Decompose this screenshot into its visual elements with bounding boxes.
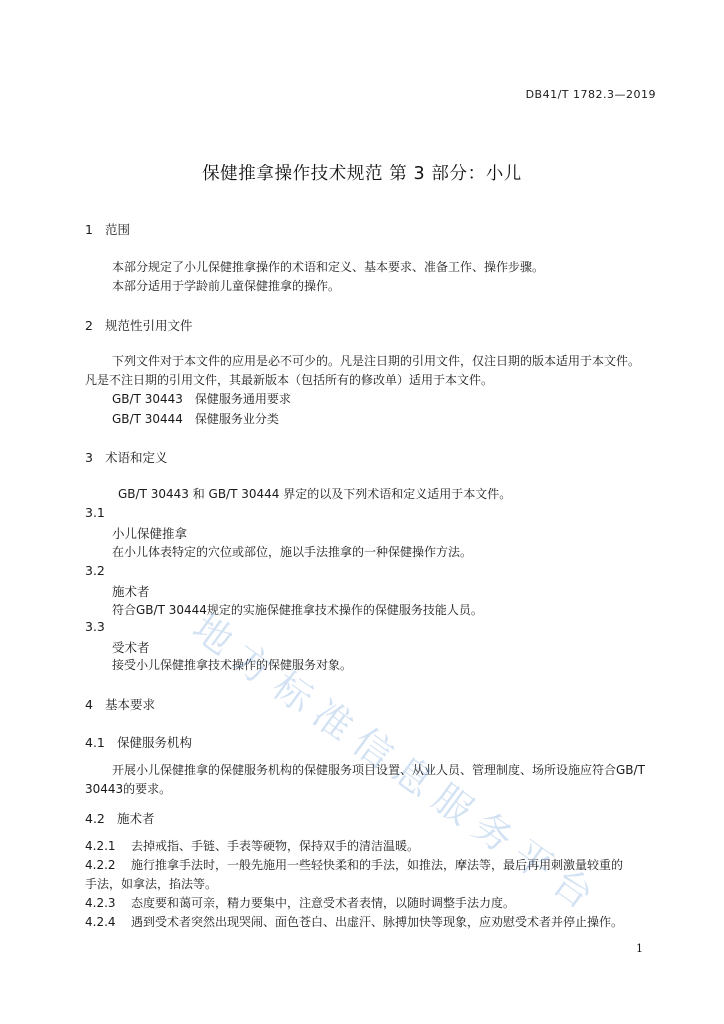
watermark-char: 务 xyxy=(464,803,522,862)
document-title: 保健推拿操作技术规范 第 3 部分：小儿 xyxy=(202,164,522,184)
section-title: 范围 xyxy=(105,222,131,237)
watermark-char: 息 xyxy=(384,747,442,806)
clause-number: 4.2.1 xyxy=(85,839,116,853)
clause-number: 4.2.4 xyxy=(85,915,116,929)
clause-text: 遇到受术者突然出现哭闹、面色苍白、出虚汗、脉搏加快等现象，应劝慰受术者并停止操作。 xyxy=(131,915,624,929)
watermark-char: 方 xyxy=(224,635,282,694)
term-number: 3.1 xyxy=(85,505,105,520)
term-definition: 符合GB/T 30444规定的实施保健推拿技术操作的保健服务技能人员。 xyxy=(112,603,483,617)
reference-item-2: GB/T 30444 保健服务业分类 xyxy=(112,412,279,426)
clause-item xyxy=(85,894,515,911)
watermark-char: 平 xyxy=(504,831,562,890)
watermark-char: 台 xyxy=(544,859,602,918)
term-number: 3.2 xyxy=(85,563,105,578)
section-number: 3 xyxy=(85,450,93,465)
subsection-number: 4.2 xyxy=(85,811,105,826)
section-3-heading xyxy=(85,448,168,466)
clause-item xyxy=(85,837,419,854)
section-1-heading xyxy=(85,220,130,238)
section-4-heading xyxy=(85,695,155,713)
clause-text: 施行推拿手法时，一般先施用一些轻快柔和的手法，如推法，摩法等，最后再用刺激量较重的 xyxy=(131,858,624,872)
section-title: 基本要求 xyxy=(105,697,156,712)
clause-number: 4.2.3 xyxy=(85,896,116,910)
scope-paragraph-2: 本部分适用于学龄前儿童保健推拿的操作。 xyxy=(112,279,341,293)
term-name: 施术者 xyxy=(112,584,150,599)
term-name: 小儿保健推拿 xyxy=(112,526,188,541)
subsection-4-1-heading xyxy=(85,733,192,751)
watermark-char: 标 xyxy=(264,663,322,722)
section-number: 2 xyxy=(85,318,93,333)
terms-intro: GB/T 30443 和 GB/T 30444 界定的以及下列术语和定义适用于本文件。 xyxy=(118,487,512,501)
watermark-char: 服 xyxy=(424,775,482,834)
references-paragraph-2: 凡是不注日期的引用文件，其最新版本（包括所有的修改单）适用于本文件。 xyxy=(85,373,494,387)
section-number: 1 xyxy=(85,222,93,237)
subsection-number: 4.1 xyxy=(85,735,105,750)
watermark-char: 信 xyxy=(344,719,402,778)
clause-item xyxy=(85,913,623,930)
institution-paragraph-1: 开展小儿保健推拿的保健服务机构的保健服务项目设置、从业人员、管理制度、场所设施应符合GB/T xyxy=(112,763,645,777)
section-number: 4 xyxy=(85,697,93,712)
term-name: 受术者 xyxy=(112,640,150,655)
clause-text: 态度要和蔼可亲，精力要集中，注意受术者表情，以随时调整手法力度。 xyxy=(131,896,516,910)
watermark-char: 准 xyxy=(304,691,362,750)
institution-paragraph-2: 30443的要求。 xyxy=(85,782,172,796)
clause-text: 去掉戒指、手链、手表等硬物，保持双手的清洁温暖。 xyxy=(131,839,420,853)
page-number: 1 xyxy=(636,942,643,955)
term-number: 3.3 xyxy=(85,619,105,634)
standard-number: DB41/T 1782.3—2019 xyxy=(525,88,656,101)
scope-paragraph-1: 本部分规定了小儿保健推拿操作的术语和定义、基本要求、准备工作、操作步骤。 xyxy=(112,260,545,274)
reference-item-1: GB/T 30443 保健服务通用要求 xyxy=(112,392,291,406)
subsection-title: 保健服务机构 xyxy=(117,735,193,750)
term-definition: 在小儿体表特定的穴位或部位，施以手法推拿的一种保健操作方法。 xyxy=(112,545,473,559)
subsection-4-2-heading xyxy=(85,809,155,827)
section-2-heading xyxy=(85,316,193,334)
references-paragraph-1: 下列文件对于本文件的应用是必不可少的。凡是注日期的引用文件，仅注日期的版本适用于本文件。 xyxy=(112,354,641,368)
clause-text-continued: 手法，如拿法，掐法等。 xyxy=(85,877,218,891)
watermark-char: 地 xyxy=(184,605,242,664)
term-definition: 接受小儿保健推拿技术操作的保健服务对象。 xyxy=(112,658,353,672)
section-title: 规范性引用文件 xyxy=(105,318,193,333)
section-title: 术语和定义 xyxy=(105,450,168,465)
subsection-title: 施术者 xyxy=(117,811,155,826)
clause-number: 4.2.2 xyxy=(85,858,116,872)
